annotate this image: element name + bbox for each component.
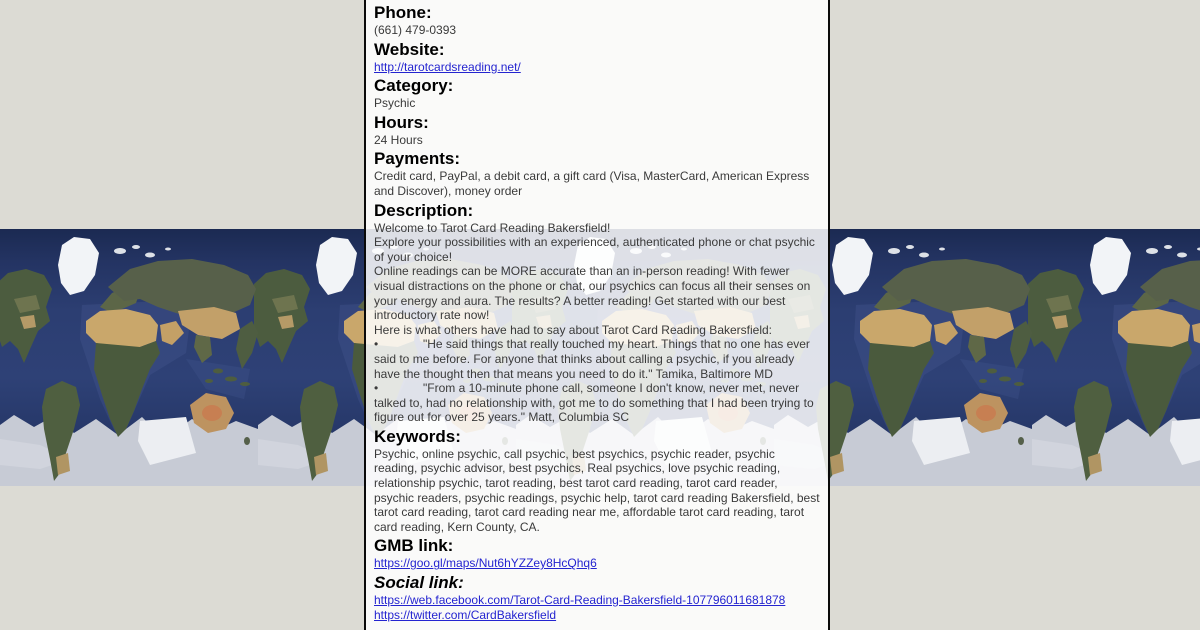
gmb-link-0[interactable]: https://goo.gl/maps/Nut6hYZZey8HcQhq6 bbox=[374, 556, 597, 571]
listing-card bbox=[364, 0, 830, 630]
social-heading: Social link: bbox=[374, 573, 464, 593]
description-bullet-text-5: "From a 10-minute phone call, someone I don't know, never met, never talked to, had no relationship with, got me to do something that I had been trying to figure out for over 25 years." Matt, Columbia SC bbox=[374, 381, 814, 425]
description-text-3: Here is what others have had to say about Tarot Card Reading Bakersfield: bbox=[374, 322, 773, 337]
description-bullet-text-4: "He said things that really touched my heart. Things that no one has ever said to me before. For anyone that thinks about calling a psychic, if you already have the thought then that means you need to do it." Tamika, Baltimore MD bbox=[374, 337, 810, 381]
social-link-1[interactable]: https://twitter.com/CardBakersfield bbox=[374, 607, 557, 622]
hours-heading: Hours: bbox=[374, 112, 429, 132]
description-bullet-5 bbox=[374, 381, 820, 425]
keywords-heading: Keywords: bbox=[374, 426, 461, 446]
description-text-0: Welcome to Tarot Card Reading Bakersfield! bbox=[374, 220, 611, 235]
bullet-icon: • bbox=[374, 381, 379, 396]
description-text-1: Explore your possibilities with an experienced, authenticated phone or chat psychic of your choice! bbox=[374, 235, 815, 264]
category-text-0: Psychic bbox=[374, 96, 416, 111]
description-bullet-4 bbox=[374, 337, 820, 381]
phone-text-0: (661) 479-0393 bbox=[374, 23, 457, 37]
description-text-2: Online readings can be MORE accurate than an in-person reading! With fewer visual distractions on the phone or chat, our psychics can focus all their senses on your energy and aura. The results? A better reading! Get started with our best introductory rate now! bbox=[374, 264, 811, 323]
phone-heading: Phone: bbox=[374, 3, 432, 22]
gmb-heading: GMB link: bbox=[374, 536, 454, 556]
listing-sections bbox=[374, 3, 820, 622]
bullet-icon: • bbox=[374, 337, 379, 352]
website-link-0[interactable]: http://tarotcardsreading.net/ bbox=[374, 59, 521, 74]
hours-text-0: 24 Hours bbox=[374, 132, 423, 147]
website-heading: Website: bbox=[374, 39, 445, 59]
payments-heading: Payments: bbox=[374, 149, 460, 169]
gmb-linkline-0 bbox=[374, 556, 820, 571]
category-heading: Category: bbox=[374, 76, 454, 96]
website-linkline-0 bbox=[374, 60, 820, 75]
social-link-0[interactable]: https://web.facebook.com/Tarot-Card-Reading-Bakersfield-107796011681878 bbox=[374, 593, 786, 608]
payments-text-0: Credit card, PayPal, a debit card, a gift card (Visa, MasterCard, American Express and Discover), money order bbox=[374, 169, 810, 198]
social-linkline-1 bbox=[374, 608, 820, 623]
keywords-text-0: Psychic, online psychic, call psychic, best psychics, psychic reader, psychic reading, psychic advisor, best psychics, Real psychics, love psychic reading, relationship psychic, tarot reading, best tarot card reading, tarot card reader, psychic readers, psychic readings, psychic help, tarot card reading Bakersfield, best tarot card reading, tarot card reading near me, affordable tarot card reading, tarot card reading, Kern County, CA. bbox=[374, 446, 820, 534]
social-linkline-0 bbox=[374, 593, 820, 608]
description-heading: Description: bbox=[374, 200, 474, 220]
